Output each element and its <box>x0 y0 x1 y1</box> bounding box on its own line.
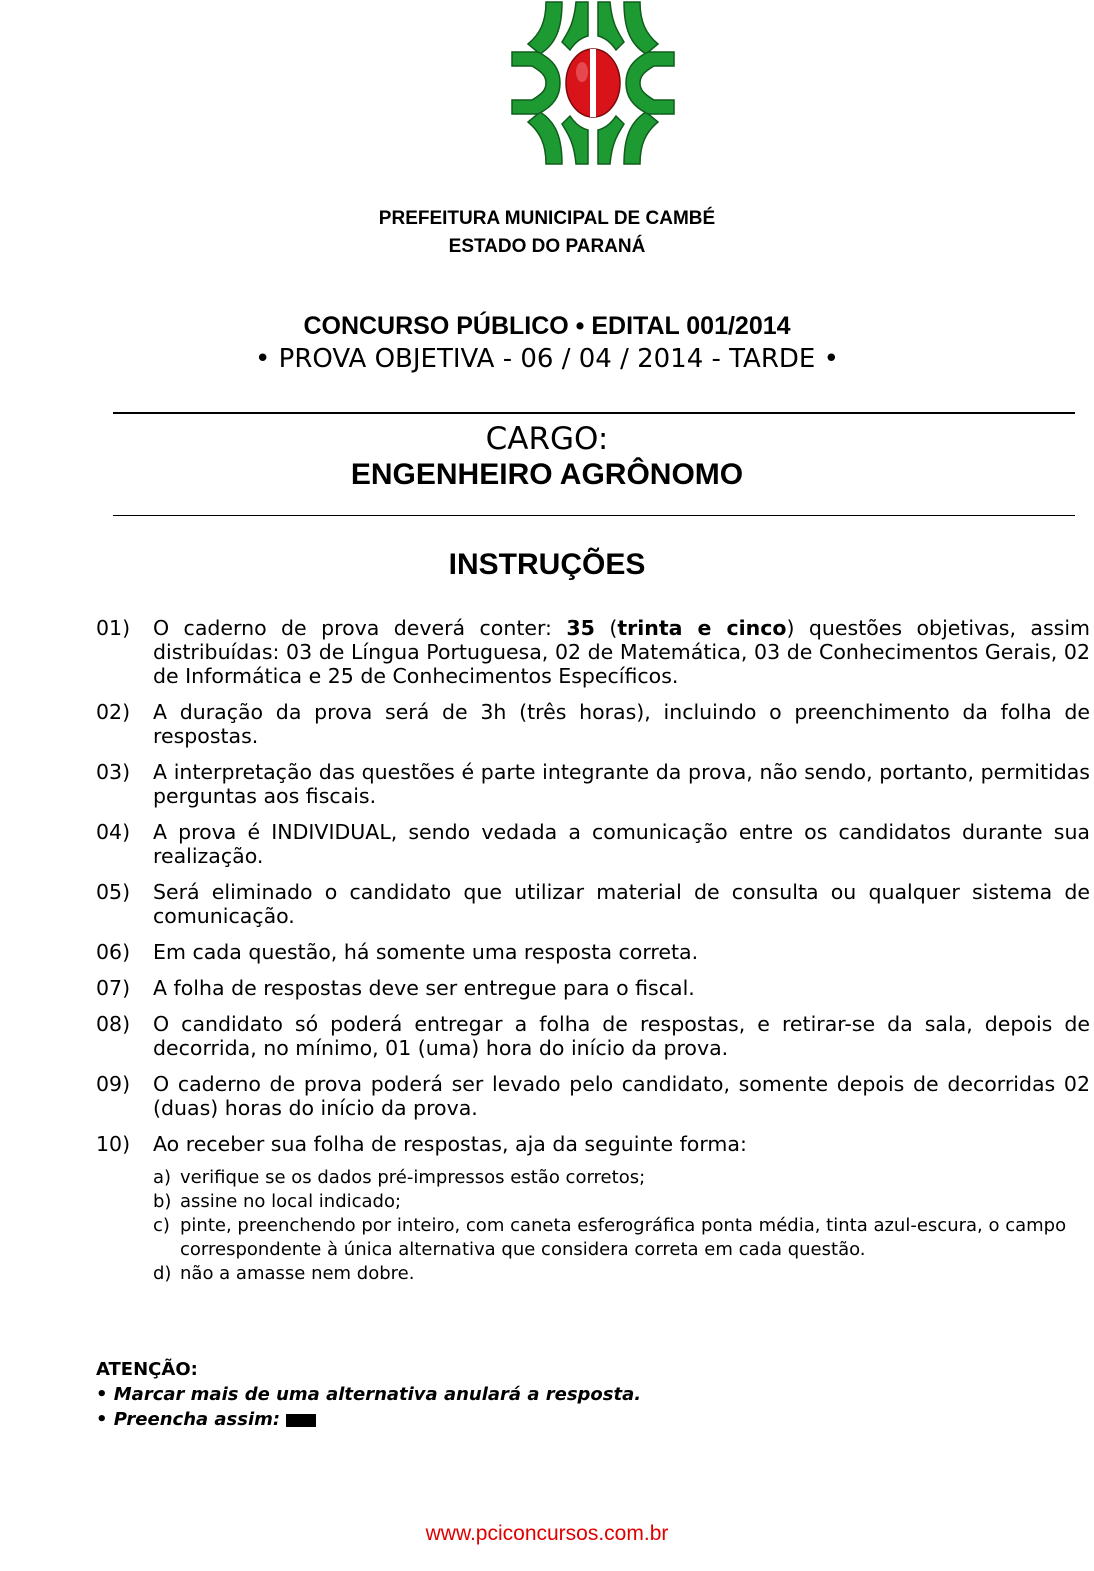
divider-bottom <box>113 515 1075 516</box>
cargo-label: CARGO: <box>485 421 609 457</box>
instruction-item <box>96 880 1090 928</box>
instruction-number: 05) <box>96 880 131 904</box>
instruction-number: 02) <box>96 700 131 724</box>
step-letter: a) <box>153 1167 172 1188</box>
instruction-number: 03) <box>96 760 131 784</box>
step-item <box>153 1166 1093 1190</box>
instruction-number: 06) <box>96 940 131 964</box>
instruction-number: 04) <box>96 820 131 844</box>
step-text: pinte, preenchendo por inteiro, com caneta esferográfica ponta média, tinta azul-escura, o campo correspondente à única alternativa que considera correta em cada questão. <box>180 1215 1067 1260</box>
instruction-text: Em cada questão, há somente uma resposta correta. <box>153 940 699 964</box>
instruction-text: A interpretação das questões é parte integrante da prova, não sendo, portanto, permitidas perguntas aos fiscais. <box>153 760 1090 808</box>
instructions-title: INSTRUÇÕES <box>448 548 646 581</box>
instruction-text: Ao receber sua folha de respostas, aja da seguinte forma: <box>153 1132 747 1156</box>
instruction-item <box>96 976 1090 1000</box>
step-letter: c) <box>153 1215 170 1236</box>
instruction-text: O candidato só poderá entregar a folha de respostas, e retirar-se da sala, depois de decorrida, no mínimo, 01 (uma) hora do início da prova. <box>153 1012 1090 1060</box>
attention-title: ATENÇÃO: <box>96 1359 198 1380</box>
filled-mark-example <box>286 1414 316 1427</box>
step-item <box>153 1262 1093 1286</box>
exam-info: • PROVA OBJETIVA - 06 / 04 / 2014 - TARDE • <box>255 344 839 374</box>
answer-sheet-steps <box>153 1166 1093 1286</box>
instruction-number: 09) <box>96 1072 131 1096</box>
instructions-list <box>96 616 1090 1168</box>
instruction-item <box>96 1012 1090 1060</box>
attention-bullet-1: • Marcar mais de uma alternativa anulará a resposta. <box>96 1384 642 1405</box>
instruction-item <box>96 1072 1090 1120</box>
step-item <box>153 1190 1093 1214</box>
attention-block <box>96 1357 641 1432</box>
instruction-text: O caderno de prova poderá ser levado pelo candidato, somente depois de decorridas 02 (duas) horas do início da prova. <box>153 1072 1090 1120</box>
contest-title: CONCURSO PÚBLICO • EDITAL 001/2014 <box>303 312 791 340</box>
instruction-item <box>96 700 1090 748</box>
instruction-text: Será eliminado o candidato que utilizar material de consulta ou qualquer sistema de comunicação. <box>153 880 1090 928</box>
step-text: não a amasse nem dobre. <box>180 1263 415 1284</box>
step-letter: b) <box>153 1191 172 1212</box>
instruction-number: 07) <box>96 976 131 1000</box>
instruction-number: 08) <box>96 1012 131 1036</box>
step-text: verifique se os dados pré-impressos estão corretos; <box>180 1167 646 1188</box>
instruction-number: 01) <box>96 616 131 640</box>
instruction-number: 10) <box>96 1132 131 1156</box>
instruction-text: A prova é INDIVIDUAL, sendo vedada a comunicação entre os candidatos durante sua realização. <box>153 820 1090 868</box>
prefeitura-logo <box>510 0 676 166</box>
instruction-text: A duração da prova será de 3h (três horas), incluindo o preenchimento da folha de respostas. <box>153 700 1090 748</box>
institution-name: PREFEITURA MUNICIPAL DE CAMBÉ <box>378 208 716 229</box>
instruction-item <box>96 616 1090 688</box>
divider-top <box>113 412 1075 414</box>
attention-bullet-2-row <box>96 1407 641 1432</box>
instruction-text: A folha de respostas deve ser entregue para o fiscal. <box>153 976 695 1000</box>
instruction-item <box>96 820 1090 868</box>
instruction-item <box>96 940 1090 964</box>
instruction-item <box>96 760 1090 808</box>
step-letter: d) <box>153 1263 172 1284</box>
instruction-item <box>96 1132 1090 1156</box>
step-item <box>153 1214 1093 1262</box>
footer-url: www.pciconcursos.com.br <box>425 1522 669 1545</box>
instruction-text: O caderno de prova deverá conter: 35 (trinta e cinco) questões objetivas, assim distribuídas: 03 de Língua Portuguesa, 02 de Matemática, 03 de Conhecimentos Gerais, 02 de Informática e 25 de Conhecimentos Específicos. <box>153 616 1091 688</box>
cargo-name: ENGENHEIRO AGRÔNOMO <box>350 458 744 491</box>
state-name: ESTADO DO PARANÁ <box>448 236 646 257</box>
attention-bullet-2: • Preencha assim: <box>96 1409 281 1430</box>
step-text: assine no local indicado; <box>180 1191 402 1212</box>
